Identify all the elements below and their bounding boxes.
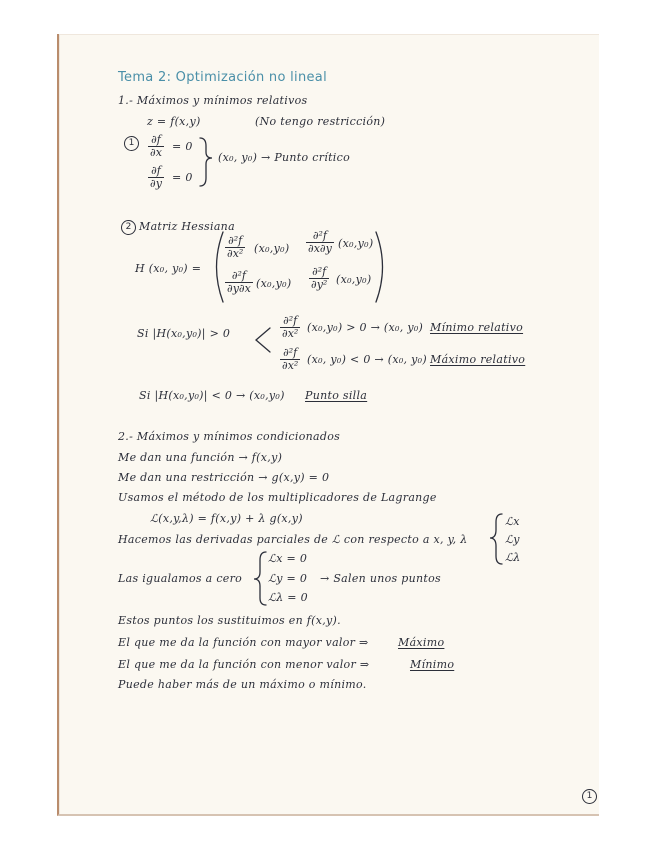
denominator: ∂x²	[282, 327, 299, 340]
page-number: 1	[582, 789, 597, 804]
numerator: ∂²f	[280, 347, 300, 360]
denominator: ∂y	[150, 177, 162, 190]
branch-line-lower	[256, 340, 270, 352]
branch-line-upper	[256, 328, 270, 340]
saddle-point: Punto silla	[305, 389, 368, 402]
hessian-right-paren	[376, 232, 383, 302]
denominator: ∂y²	[311, 278, 328, 291]
function-definition: z = f(x,y)	[147, 115, 201, 128]
condition-positive: Si |H(x₀,y₀)| > 0	[137, 327, 231, 340]
partials-line: Hacemos las derivadas parciales de ℒ con respecto a x, y, λ	[118, 533, 468, 546]
no-restriction-note: (No tengo restricción)	[255, 115, 386, 128]
denominator: ∂x²	[227, 247, 244, 260]
substitute-line: Estos puntos los sustituimos en f(x,y).	[118, 614, 341, 627]
case-min-text: (x₀,y₀) > 0 → (x₀, y₀)	[307, 321, 424, 334]
min-line: El que me da la función con menor valor ⇒	[118, 658, 370, 671]
step1-circle: 1	[124, 136, 139, 151]
min-word: Mínimo	[410, 658, 455, 671]
section2-heading: 2.- Máximos y mínimos condicionados	[118, 430, 341, 443]
hessian-label: Matriz Hessiana	[139, 220, 235, 233]
max-word: Máximo	[398, 636, 445, 649]
section1-heading: 1.- Máximos y mínimos relativos	[118, 94, 308, 107]
lagrange-method-line: Usamos el método de los multiplicadores de Lagrange	[118, 491, 437, 504]
equation-lambda: ℒλ = 0	[268, 591, 308, 604]
critical-point-brace	[200, 138, 212, 186]
h21-arg: (x₀,y₀)	[256, 277, 292, 290]
hessian-left-paren	[217, 232, 224, 302]
numerator: ∂²f	[225, 235, 245, 248]
max-line: El que me da la función con mayor valor ⇒	[118, 636, 369, 649]
numerator: ∂f	[148, 134, 164, 147]
lagrange-partials-brace	[490, 514, 502, 564]
denominator: ∂x∂y	[308, 242, 332, 255]
hessian-lhs: H (x₀, y₀) =	[135, 262, 202, 275]
denominator: ∂y∂x	[227, 282, 251, 295]
h12-arg: (x₀,y₀)	[338, 237, 374, 250]
last-line: Puede haber más de un máximo o mínimo.	[118, 678, 367, 691]
eq-zero-1: = 0	[172, 140, 193, 153]
numerator: ∂²f	[309, 266, 329, 279]
brace-item-x: ℒx	[505, 515, 520, 528]
equation-y: ℒy = 0	[268, 572, 308, 585]
lagrangian-formula: ℒ(x,y,λ) = f(x,y) + λ g(x,y)	[150, 512, 303, 525]
numerator: ∂²f	[306, 230, 334, 243]
brace-item-lambda: ℒλ	[505, 551, 521, 564]
brace-item-y: ℒy	[505, 533, 520, 546]
numerator: ∂²f	[225, 270, 253, 283]
denominator: ∂x	[150, 146, 162, 159]
h11-arg: (x₀,y₀)	[254, 242, 290, 255]
min-relative-result: Mínimo relativo	[430, 321, 524, 334]
equations-brace	[254, 552, 266, 605]
numerator: ∂²f	[280, 315, 300, 328]
points-result: → Salen unos puntos	[320, 572, 441, 585]
numerator: ∂f	[148, 165, 164, 178]
eq-zero-2: = 0	[172, 171, 193, 184]
equation-x: ℒx = 0	[268, 552, 308, 565]
condition-negative: Si |H(x₀,y₀)| < 0 → (x₀,y₀)	[139, 389, 285, 402]
critical-point: (x₀, y₀) → Punto crítico	[218, 151, 350, 164]
h22-arg: (x₀,y₀)	[336, 273, 372, 286]
max-relative-result: Máximo relativo	[430, 353, 526, 366]
equate-label: Las igualamos a cero	[118, 572, 243, 585]
case-max-text: (x₀, y₀) < 0 → (x₀, y₀)	[307, 353, 427, 366]
step2-circle: 2	[121, 220, 136, 235]
restriction-line: Me dan una restricción → g(x,y) = 0	[118, 471, 330, 484]
denominator: ∂x²	[282, 359, 299, 372]
function-line: Me dan una función → f(x,y)	[118, 451, 283, 464]
page-title: Tema 2: Optimización no lineal	[118, 70, 327, 85]
